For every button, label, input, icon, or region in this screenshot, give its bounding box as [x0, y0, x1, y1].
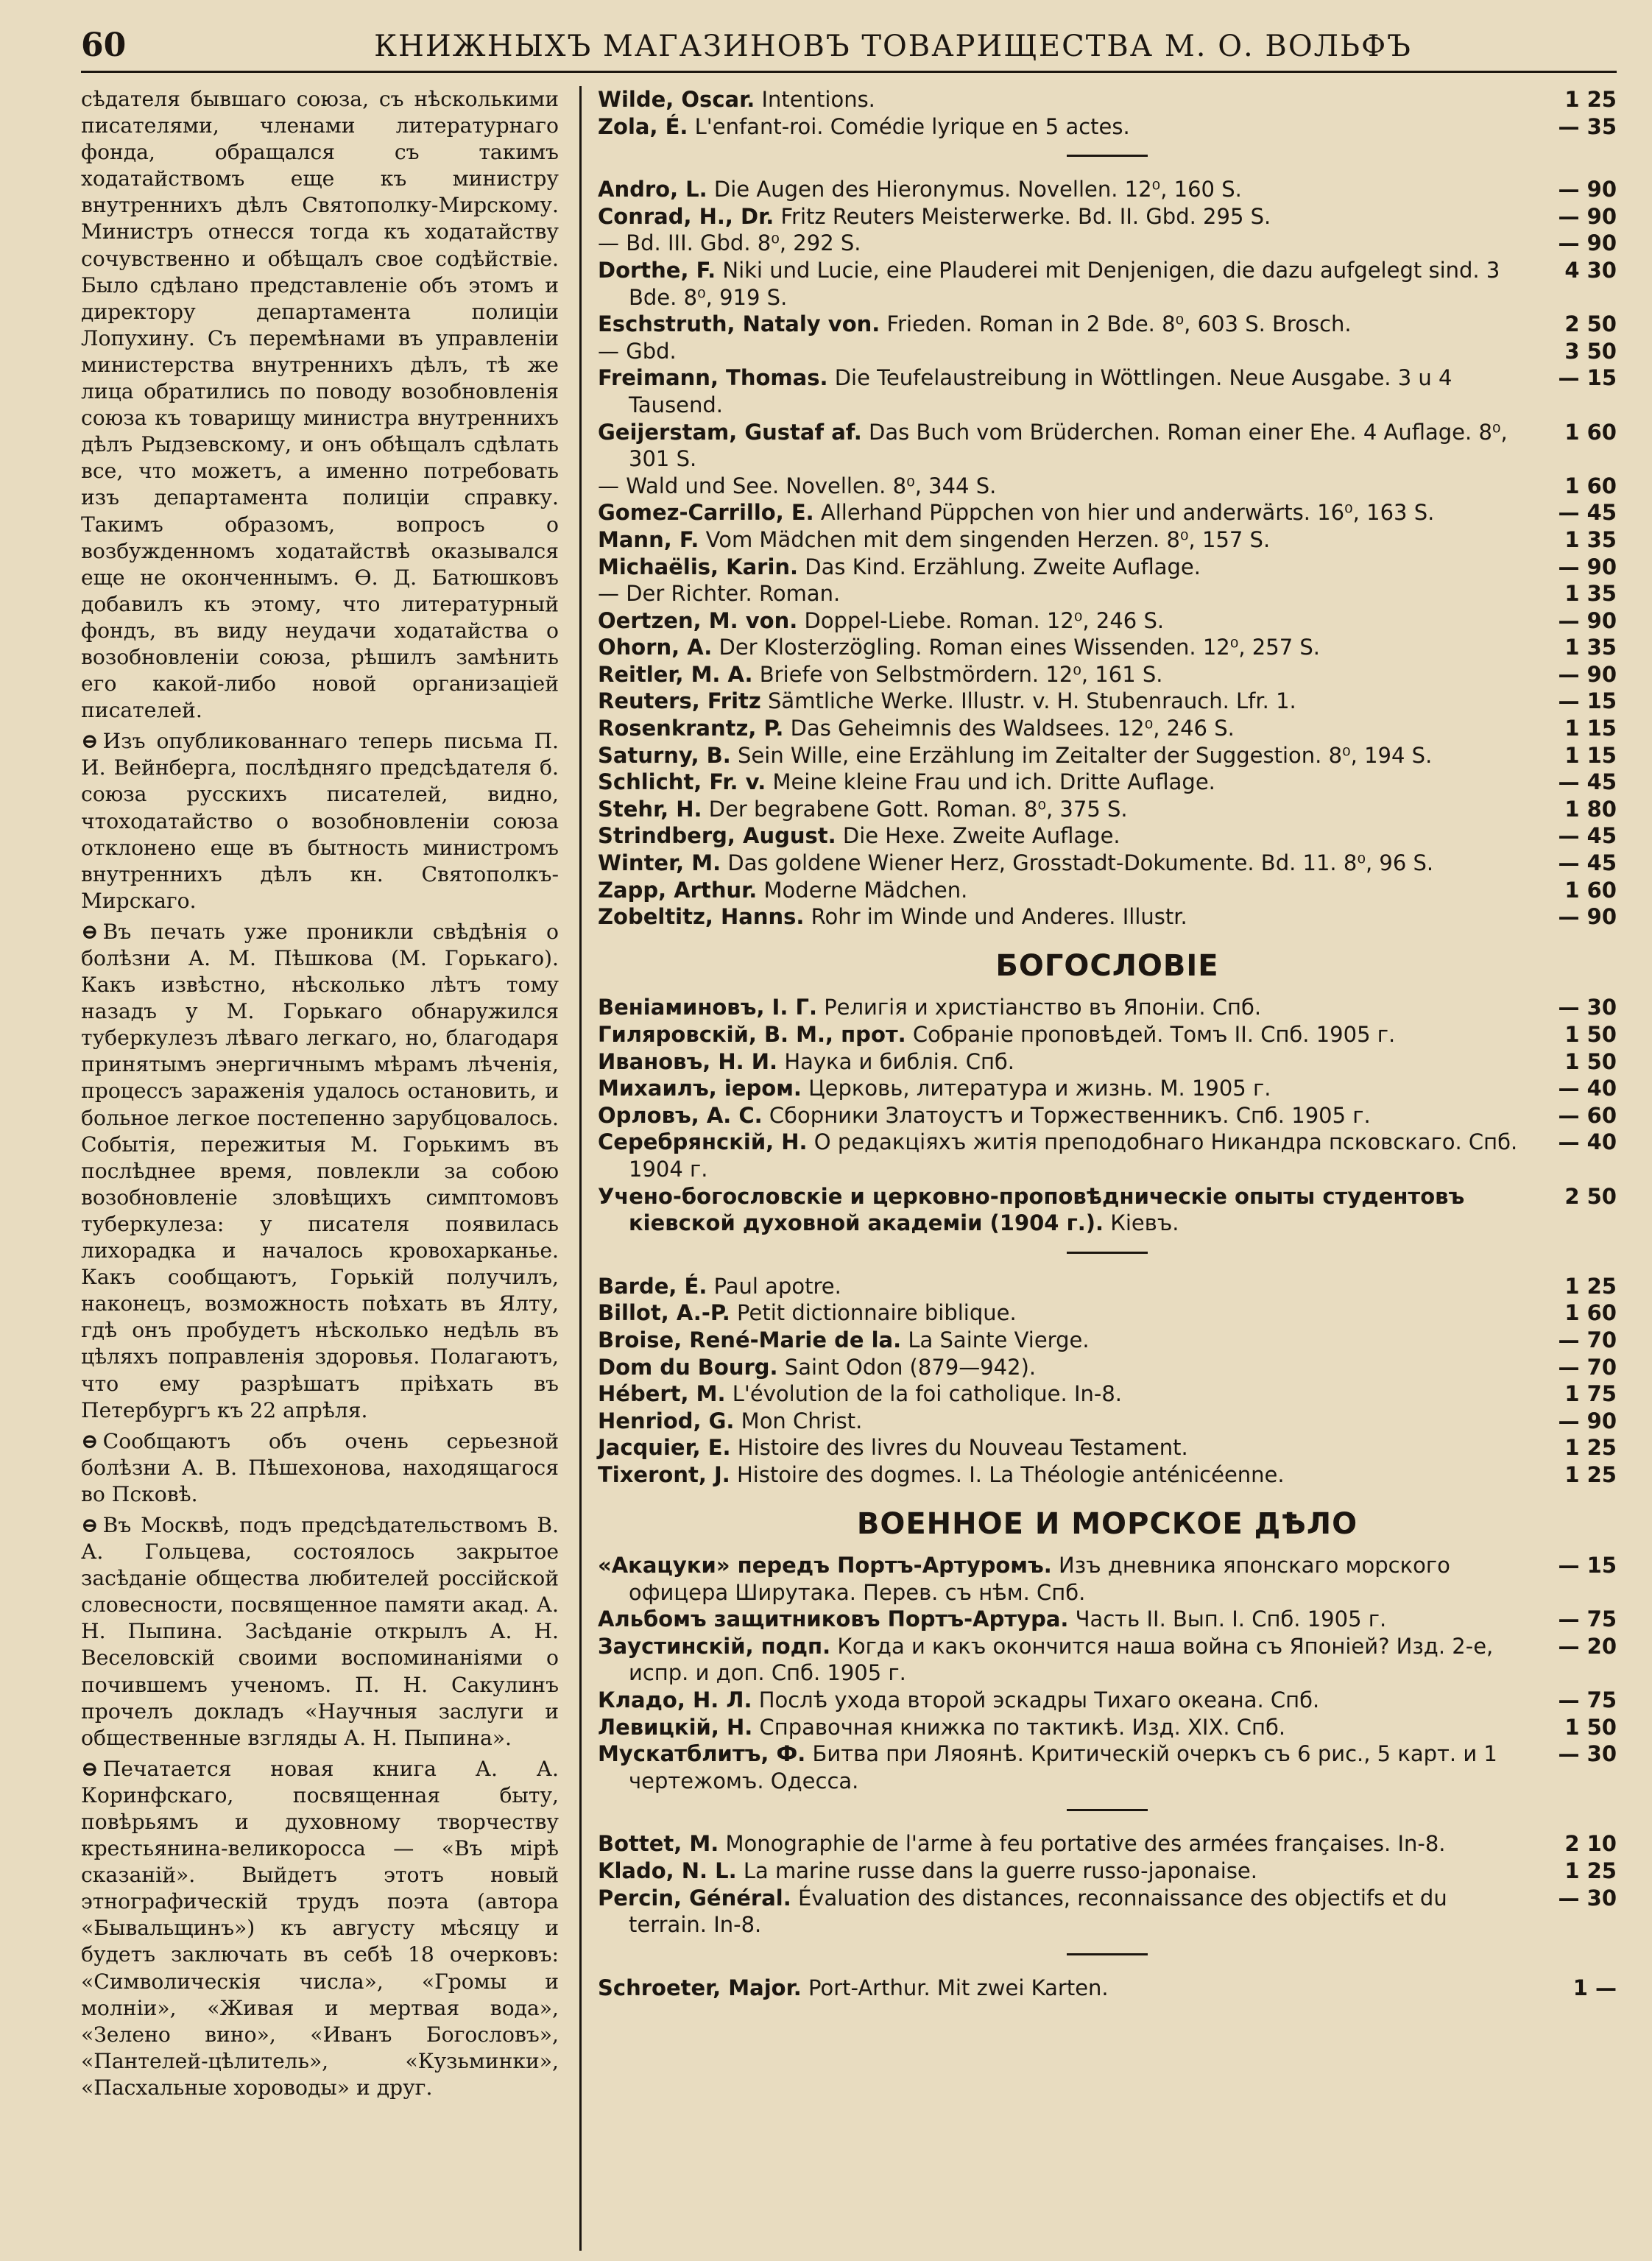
entry-text — [598, 607, 1521, 635]
entry-author: Wilde, Oscar. — [598, 87, 755, 112]
entry-price: — 90 — [1558, 230, 1617, 256]
catalog-entry — [598, 1048, 1617, 1076]
entry-text — [598, 1327, 1521, 1354]
entry-text — [598, 338, 1521, 365]
entry-author: Winter, M. — [598, 850, 721, 876]
entry-author: Klado, N. L. — [598, 1858, 737, 1884]
news-paragraph — [81, 1756, 559, 2101]
entry-text — [598, 499, 1521, 526]
entry-author: Henriod, G. — [598, 1408, 735, 1433]
catalog-entry — [598, 1461, 1617, 1489]
section-heading: БОГОСЛОВІЕ — [995, 948, 1219, 983]
catalog-entry — [598, 257, 1617, 311]
entry-title: Битва при Ляоянѣ. Критическій очеркъ съ 6 рис., 5 карт. и 1 чертежомъ. Одесса. — [629, 1741, 1497, 1793]
catalog-entry — [598, 1434, 1617, 1461]
entry-title: Послѣ ухода второй эскадры Тихаго океана. Спб. — [758, 1687, 1320, 1713]
paragraph-bullet-icon: ⊖ — [81, 729, 99, 754]
paragraph-text: Изъ опубликованнаго теперь письма П. И. Вейнберга, послѣдняго предсѣдателя б. союза русскихъ писателей, видно, чтоходатайство о возобновленіи союза отклонено еще въ бытность министромъ внутреннихъ дѣлъ кн. Святополкъ-Мирскаго. — [81, 729, 559, 913]
catalog-entry — [598, 1075, 1617, 1102]
entry-author: Гиляровскій, В. М., прот. — [598, 1022, 906, 1047]
entry-price: — 15 — [1558, 365, 1617, 391]
news-paragraph — [81, 728, 559, 914]
entry-price: 1 25 — [1564, 1273, 1617, 1299]
entry-price: 1 60 — [1564, 877, 1617, 903]
entry-text — [598, 769, 1521, 796]
entry-title: Кіевъ. — [1110, 1210, 1179, 1236]
catalog-entry — [598, 688, 1617, 715]
entry-title: Das goldene Wiener Herz, Grosstadt-Dokumente. Bd. 11. 8⁰, 96 S. — [727, 850, 1434, 876]
catalog-entry — [598, 1354, 1617, 1381]
entry-price: 1 80 — [1564, 796, 1617, 822]
entry-price: — 40 — [1558, 1129, 1617, 1155]
entry-price: 1 50 — [1564, 1048, 1617, 1074]
catalog-entry — [598, 1858, 1617, 1885]
entry-text — [598, 877, 1521, 904]
entry-title: Религія и христіанство въ Японіи. Спб. — [824, 995, 1262, 1020]
entry-title: Port-Arthur. Mit zwei Karten. — [808, 1975, 1109, 2000]
entry-author: Ивановъ, Н. И. — [598, 1048, 778, 1074]
news-paragraph — [81, 1428, 559, 1508]
paragraph-bullet-icon: ⊖ — [81, 919, 99, 944]
page-number: 60 — [81, 27, 127, 64]
entry-text — [598, 1380, 1521, 1408]
entry-text — [598, 86, 1521, 113]
entry-price: — 75 — [1558, 1687, 1617, 1713]
entry-text — [598, 1714, 1521, 1741]
section-divider — [1067, 1252, 1148, 1254]
entry-price: — 90 — [1558, 1408, 1617, 1433]
entry-title: Évaluation des distances, reconnaissance des objectifs et du terrain. In-8. — [629, 1885, 1447, 1938]
entry-title: Der Klosterzögling. Roman eines Wissenden. 12⁰, 257 S. — [719, 635, 1321, 660]
entry-text — [598, 1048, 1521, 1076]
entry-author: Stehr, H. — [598, 796, 702, 822]
entry-author: Dom du Bourg. — [598, 1354, 778, 1380]
catalog-entry — [598, 877, 1617, 904]
entry-title: Das Geheimnis des Waldsees. 12⁰, 246 S. — [790, 716, 1235, 741]
catalog-entry — [598, 903, 1617, 931]
entry-title: Собраніе проповѣдей. Томъ II. Спб. 1905 г. — [912, 1022, 1396, 1047]
entry-text — [598, 1606, 1521, 1633]
catalog-entry — [598, 822, 1617, 850]
entry-price: — 45 — [1558, 769, 1617, 795]
entry-price: 1 60 — [1564, 419, 1617, 445]
entry-price: 2 50 — [1564, 311, 1617, 337]
entry-price: 2 50 — [1564, 1183, 1617, 1209]
entry-title: Moderne Mädchen. — [763, 877, 968, 903]
catalog-entry — [598, 742, 1617, 769]
entry-title: L'enfant-roi. Comédie lyrique en 5 actes. — [694, 113, 1130, 139]
catalog-entry — [598, 1714, 1617, 1741]
entry-text — [598, 311, 1521, 338]
entry-title: Справочная книжка по тактикѣ. Изд. XIX. Спб. — [759, 1714, 1286, 1740]
paragraph-bullet-icon: ⊖ — [81, 1512, 99, 1537]
entry-title: Briefe von Selbstmördern. 12⁰, 161 S. — [759, 661, 1163, 687]
entry-price: 1 50 — [1564, 1022, 1617, 1047]
entry-text — [598, 688, 1521, 715]
catalog-entry — [598, 419, 1617, 473]
entry-price: — 20 — [1558, 1633, 1617, 1659]
entry-price: 1 60 — [1564, 473, 1617, 498]
entry-price: — 30 — [1558, 1885, 1617, 1911]
page-header — [81, 27, 1617, 73]
catalog-entry — [598, 580, 1617, 607]
entry-author: Mann, F. — [598, 526, 699, 552]
entry-price: — 90 — [1558, 904, 1617, 930]
entry-author: Reuters, Fritz — [598, 688, 761, 714]
section-divider — [1067, 155, 1148, 157]
entry-author: Левицкій, Н. — [598, 1714, 753, 1740]
entry-author: Broise, René-Marie de la. — [598, 1327, 902, 1352]
entry-price: — 45 — [1558, 500, 1617, 526]
entry-author: Bottet, M. — [598, 1831, 719, 1857]
catalog-entry — [598, 634, 1617, 661]
entry-author: Gomez-Carrillo, E. — [598, 500, 814, 526]
entry-author: Dorthe, F. — [598, 257, 716, 283]
entry-author: Michaëlis, Karin. — [598, 554, 799, 579]
entry-title: Intentions. — [761, 87, 875, 112]
entry-title: Saint Odon (879—942). — [784, 1354, 1037, 1380]
entry-text — [598, 1687, 1521, 1714]
entry-author: Zapp, Arthur. — [598, 877, 758, 903]
entry-price: 1 25 — [1564, 1858, 1617, 1884]
entry-price: — 35 — [1558, 113, 1617, 139]
entry-author: Percin, Général. — [598, 1885, 791, 1911]
entry-title: Histoire des livres du Nouveau Testament. — [737, 1435, 1188, 1461]
entry-author: Учено-богословскіе и церковно-проповѣдническіе опыты студентовъ кіевской духовной академіи (1904 г.). — [598, 1183, 1465, 1236]
entry-price: — 30 — [1558, 995, 1617, 1020]
entry-price: — 45 — [1558, 823, 1617, 849]
entry-price: — 45 — [1558, 850, 1617, 876]
entry-text — [598, 994, 1521, 1021]
entry-author: Rosenkrantz, P. — [598, 716, 784, 741]
catalog-entry — [598, 994, 1617, 1021]
entry-title: Изъ дневника японскаго морского офицера Ширутака. Перев. съ нѣм. Спб. — [629, 1553, 1450, 1605]
entry-price: — 60 — [1558, 1102, 1617, 1128]
entry-title: Das Buch vom Brüderchen. Roman einer Ehe. 4 Auflage. 8⁰, 301 S. — [629, 419, 1508, 472]
entry-title: Sämtliche Werke. Illustr. v. H. Stubenrauch. Lfr. 1. — [768, 688, 1296, 714]
entry-title: Die Teufelaustreibung in Wöttlingen. Neue Ausgabe. 3 u 4 Tausend. — [629, 365, 1452, 417]
entry-text — [598, 1461, 1521, 1489]
section-divider — [1067, 1953, 1148, 1955]
catalog-entry — [598, 1606, 1617, 1633]
paragraph-text: Въ печать уже проникли свѣдѣнія о болѣзни А. М. Пѣшкова (М. Горькаго). Какъ извѣстно, нѣсколько лѣтъ тому назадъ у М. Горькаго обнаружился туберкулезъ лѣваго легкаго, но, благодаря принятымъ энергичнымъ мѣрамъ лѣченія, процессъ зараженія удалось остановить, и больное легкое постепенно зарубцовалось. Событія, пережитыя М. Горькимъ въ послѣднее время, повлекли за собою возобновленіе зловѣщихъ симптомовъ туберкулеза: у писателя появилась лихорадка и началось кровохарканье. Какъ сообщаютъ, Горькій получилъ, наконецъ, возможность поѣхать въ Ялту, гдѣ онъ пробудетъ нѣсколько недѣль въ цѣляхъ поправленія здоровья. Полагаютъ, что ему разрѣшатъ пріѣхать въ Петербургъ къ 22 апрѣля. — [81, 919, 559, 1422]
entry-text — [598, 661, 1521, 688]
paragraph-text: Въ Москвѣ, подъ предсѣдательствомъ В. А. Гольцева, состоялось закрытое засѣданіе общества любителей россійской словесности, посвященное памяти акад. А. Н. Пыпина. Засѣданіе открылъ А. Н. Веселовскій своими воспоминаніями о почившемъ ученомъ. П. Н. Сакулинъ прочелъ докладъ «Научныя заслуги и общественные взгляды А. Н. Пыпина». — [81, 1512, 559, 1750]
entry-text — [598, 176, 1521, 203]
entry-text — [598, 1434, 1521, 1461]
entry-text — [598, 1830, 1521, 1858]
entry-text — [598, 715, 1521, 742]
catalog-entry — [598, 473, 1617, 500]
catalog-entry — [598, 1327, 1617, 1354]
entry-text — [598, 1129, 1521, 1182]
entry-text — [598, 364, 1521, 418]
catalog-entry — [598, 1021, 1617, 1048]
entry-text — [598, 1354, 1521, 1381]
entry-author: Jacquier, E. — [598, 1435, 731, 1461]
entry-author: Альбомъ защитниковъ Портъ-Артура. — [598, 1606, 1069, 1632]
entry-title: Niki und Lucie, eine Plauderei mit Denjenigen, die dazu aufgelegt sind. 3 Bde. 8⁰, 919 S. — [629, 257, 1500, 310]
entry-author: Geijerstam, Gustaf af. — [598, 419, 862, 445]
entry-author: Tixeront, J. — [598, 1461, 730, 1487]
entry-text — [598, 1408, 1521, 1435]
entry-author: Орловъ, А. С. — [598, 1102, 763, 1128]
entry-text — [598, 1633, 1521, 1687]
entry-author: Andro, L. — [598, 177, 707, 202]
entry-title: Наука и библія. Спб. — [784, 1048, 1015, 1074]
entry-author: Михаилъ, іером. — [598, 1076, 802, 1101]
entry-text — [598, 742, 1521, 769]
entry-title: Сборники Златоустъ и Торжественникъ. Спб. 1905 г. — [769, 1102, 1371, 1128]
entry-price: — 70 — [1558, 1354, 1617, 1380]
entry-title: Церковь, литература и жизнь. М. 1905 г. — [808, 1076, 1271, 1101]
entry-author: Серебрянскій, Н. — [598, 1129, 808, 1155]
catalog-entry — [598, 1830, 1617, 1858]
catalog-entry — [598, 364, 1617, 418]
paragraph-text: сѣдателя бывшаго союза, съ нѣсколькими писателями, членами литературнаго фонда, обращался съ такимъ ходатайствомъ еще къ министру внутреннихъ дѣлъ Святополку-Мирскому. Министръ отнесся тогда къ ходатайству сочувственно и обѣщалъ свое содѣйствіе. Было сдѣлано представленіе объ этомъ и директору департамента полиціи Лопухину. Съ перемѣнами въ управленіи министерства внутреннихъ дѣлъ, тѣ же лица обратились по поводу возобновленія союза къ товарищу министра внутреннихъ дѣлъ Рыдзевскому, и онъ обѣщалъ сдѣлать все, что можетъ, а именно потребовать изъ департамента полиціи справку. Такимъ образомъ, вопросъ о возбужденномъ ходатайствѣ оказывался еще не оконченнымъ. Ѳ. Д. Батюшковъ добавилъ къ этому, что литературный фондъ, въ виду неудачи ходатайства о возобновленіи союза, рѣшилъ замѣнить его какой-либо новой организаціей писателей. — [81, 87, 559, 723]
entry-title: Fritz Reuters Meisterwerke. Bd. II. Gbd. 295 S. — [780, 203, 1271, 229]
entry-title: La marine russe dans la guerre russo-japonaise. — [743, 1858, 1257, 1884]
entry-title: — Wald und See. Novellen. 8⁰, 344 S. — [598, 473, 997, 498]
entry-price: — 90 — [1558, 607, 1617, 633]
entry-author: Hébert, M. — [598, 1381, 726, 1407]
entry-price: — 90 — [1558, 661, 1617, 687]
entry-title: Vom Mädchen mit dem singenden Herzen. 8⁰, 157 S. — [705, 526, 1271, 552]
catalog-entry — [598, 1740, 1617, 1794]
entry-price: 1 75 — [1564, 1381, 1617, 1407]
entry-author: Кладо, Н. Л. — [598, 1687, 752, 1713]
catalog-column — [582, 86, 1617, 2251]
entry-author: Веніаминовъ, І. Г. — [598, 995, 817, 1020]
entry-text — [598, 203, 1521, 230]
entry-author: «Акацуки» передъ Портъ-Артуромъ. — [598, 1553, 1052, 1579]
entry-price: 1 35 — [1564, 526, 1617, 552]
entry-price: — 70 — [1558, 1327, 1617, 1352]
catalog-entry — [598, 526, 1617, 554]
entry-price: — 90 — [1558, 203, 1617, 229]
paragraph-text: Сообщаютъ объ очень серьезной болѣзни А. В. Пѣшехонова, находящагося во Псковѣ. — [81, 1428, 559, 1506]
catalog-entry — [598, 1183, 1617, 1237]
entry-price: 1 35 — [1564, 635, 1617, 660]
entry-price: 1 60 — [1564, 1300, 1617, 1326]
entry-text — [598, 634, 1521, 661]
entry-title: Monographie de l'arme à feu portative des armées françaises. In-8. — [725, 1831, 1446, 1857]
entry-text — [598, 1183, 1521, 1237]
catalog-entry — [598, 850, 1617, 877]
entry-text — [598, 1975, 1521, 2002]
entry-text — [598, 1021, 1521, 1048]
entry-author: Freimann, Thomas. — [598, 365, 828, 391]
entry-title: Rohr im Winde und Anderes. Illustr. — [811, 904, 1187, 930]
entry-title: Histoire des dogmes. I. La Théologie anténicéenne. — [736, 1461, 1285, 1487]
catalog-entry — [598, 661, 1617, 688]
catalog-entry — [598, 715, 1617, 742]
entry-author: Zola, É. — [598, 113, 688, 139]
entry-text — [598, 1885, 1521, 1939]
entry-price: 4 30 — [1564, 257, 1617, 283]
entry-title: Die Hexe. Zweite Auflage. — [842, 823, 1120, 849]
entry-author: Schroeter, Major. — [598, 1975, 802, 2000]
entry-title: О редакціяхъ житія преподобнаго Никандра псковскаго. Спб. 1904 г. — [629, 1129, 1518, 1182]
entry-price: 3 50 — [1564, 338, 1617, 364]
entry-title: Sein Wille, eine Erzählung im Zeitalter der Suggestion. 8⁰, 194 S. — [738, 742, 1433, 768]
entry-price: — 15 — [1558, 688, 1617, 714]
entry-author: Мускатблитъ, Ф. — [598, 1741, 806, 1767]
entry-title: Часть II. Вып. I. Спб. 1905 г. — [1075, 1606, 1387, 1632]
two-column-layout — [81, 86, 1617, 2251]
entry-title: Petit dictionnaire biblique. — [737, 1300, 1017, 1326]
entry-text — [598, 1740, 1521, 1794]
catalog-entry — [598, 230, 1617, 257]
entry-author: Zobeltitz, Hanns. — [598, 904, 805, 930]
entry-price: 1 25 — [1564, 1435, 1617, 1461]
catalog-entry — [598, 113, 1617, 141]
catalog-entry — [598, 311, 1617, 338]
entry-price: — 90 — [1558, 177, 1617, 202]
catalog-entry — [598, 1299, 1617, 1327]
entry-title: La Sainte Vierge. — [908, 1327, 1090, 1352]
entry-title: Meine kleine Frau und ich. Dritte Auflage. — [772, 769, 1215, 795]
entry-text — [598, 113, 1521, 141]
entry-title: L'évolution de la foi catholique. In-8. — [732, 1381, 1123, 1407]
paragraph-bullet-icon: ⊖ — [81, 1756, 99, 1781]
entry-title: Paul apotre. — [713, 1273, 841, 1299]
entry-price: 1 50 — [1564, 1714, 1617, 1740]
entry-title: — Gbd. — [598, 338, 677, 364]
catalog-entry — [598, 1273, 1617, 1300]
entry-title: Mon Christ. — [741, 1408, 863, 1433]
entry-price: — 90 — [1558, 554, 1617, 579]
entry-author: Oertzen, M. von. — [598, 607, 798, 633]
entry-text — [598, 473, 1521, 500]
entry-price: — 75 — [1558, 1606, 1617, 1632]
catalog-entry — [598, 499, 1617, 526]
catalog-entry — [598, 338, 1617, 365]
entry-author: Eschstruth, Nataly von. — [598, 311, 880, 337]
entry-text — [598, 822, 1521, 850]
entry-price: 1 15 — [1564, 742, 1617, 768]
entry-title: Когда и какъ окончится наша война съ Японіей? Изд. 2-е, испр. и доп. Спб. 1905 г. — [629, 1633, 1494, 1686]
entry-text — [598, 1858, 1521, 1885]
entry-text — [598, 1299, 1521, 1327]
entry-price: — 30 — [1558, 1741, 1617, 1767]
entry-price: 1 — — [1572, 1975, 1617, 2000]
entry-text — [598, 419, 1521, 473]
entry-title: Allerhand Püppchen von hier und anderwärts. 16⁰, 163 S. — [820, 500, 1435, 526]
entry-text — [598, 796, 1521, 823]
news-paragraph — [81, 86, 559, 724]
entry-title: Der begrabene Gott. Roman. 8⁰, 375 S. — [708, 796, 1128, 822]
entry-price: 1 15 — [1564, 716, 1617, 741]
entry-title: Doppel-Liebe. Roman. 12⁰, 246 S. — [804, 607, 1165, 633]
entry-text — [598, 580, 1521, 607]
catalog-entry — [598, 203, 1617, 230]
catalog-entry — [598, 1102, 1617, 1129]
catalog-entry — [598, 1975, 1617, 2002]
entry-text — [598, 1552, 1521, 1606]
entry-price: 2 10 — [1564, 1831, 1617, 1857]
catalog-entry — [598, 769, 1617, 796]
entry-title: — Bd. III. Gbd. 8⁰, 292 S. — [598, 230, 861, 256]
catalog-entry — [598, 1552, 1617, 1606]
catalog-entry — [598, 796, 1617, 823]
entry-text — [598, 554, 1521, 581]
catalog-entry — [598, 554, 1617, 581]
entry-author: Conrad, H., Dr. — [598, 203, 774, 229]
entry-price: 1 35 — [1564, 581, 1617, 607]
entry-title: Das Kind. Erzählung. Zweite Auflage. — [805, 554, 1201, 579]
entry-text — [598, 230, 1521, 257]
news-paragraph — [81, 1512, 559, 1752]
catalog-entry — [598, 1885, 1617, 1939]
entry-text — [598, 850, 1521, 877]
entry-author: Заустинскій, подп. — [598, 1633, 831, 1659]
news-paragraph — [81, 919, 559, 1424]
entry-price: 1 25 — [1564, 1461, 1617, 1487]
entry-text — [598, 903, 1521, 931]
catalog-entry — [598, 1633, 1617, 1687]
entry-text — [598, 1273, 1521, 1300]
news-column — [81, 86, 582, 2251]
section-heading: ВОЕННОЕ И МОРСКОЕ ДѢЛО — [856, 1506, 1358, 1541]
running-title: КНИЖНЫХЪ МАГАЗИНОВЪ ТОВАРИЩЕСТВА М. О. ВОЛЬФЪ — [374, 29, 1412, 63]
catalog-entry — [598, 1687, 1617, 1714]
catalog-entry — [598, 1408, 1617, 1435]
entry-title: — Der Richter. Roman. — [598, 581, 841, 607]
entry-author: Reitler, M. A. — [598, 661, 753, 687]
entry-author: Ohorn, A. — [598, 635, 713, 660]
entry-text — [598, 1102, 1521, 1129]
section-divider — [1067, 1809, 1148, 1811]
entry-author: Saturny, B. — [598, 742, 731, 768]
entry-price: 1 25 — [1564, 87, 1617, 112]
catalog-entry — [598, 176, 1617, 203]
entry-price: — 15 — [1558, 1553, 1617, 1579]
entry-text — [598, 257, 1521, 311]
entry-price: — 40 — [1558, 1076, 1617, 1101]
entry-author: Billot, A.-P. — [598, 1300, 730, 1326]
entry-text — [598, 1075, 1521, 1102]
catalog-entry — [598, 607, 1617, 635]
entry-author: Schlicht, Fr. v. — [598, 769, 766, 795]
catalog-entry — [598, 86, 1617, 113]
paragraph-bullet-icon: ⊖ — [81, 1428, 99, 1453]
entry-author: Strindberg, August. — [598, 823, 836, 849]
catalog-entry — [598, 1380, 1617, 1408]
entry-title: Frieden. Roman in 2 Bde. 8⁰, 603 S. Brosch. — [886, 311, 1352, 337]
paragraph-text: Печатается новая книга А. А. Коринфскаго, посвященная быту, повѣрьямъ и духовному творчеству крестьянина-великоросса — «Въ мірѣ сказаній». Выйдетъ этотъ новый этнографическій трудъ поэта (автора «Бывальщинъ») къ августу мѣсяцу и будетъ заключать въ себѣ 18 очерковъ: «Символическія числа», «Громы и молніи», «Живая и мертвая вода», «Зелено вино», «Иванъ Богословъ», «Пантелей-цѣлитель», «Кузьминки», «Пасхальные хороводы» и друг. — [81, 1756, 559, 2100]
entry-author: Barde, É. — [598, 1273, 707, 1299]
entry-text — [598, 526, 1521, 554]
catalog-entry — [598, 1129, 1617, 1182]
entry-title: Die Augen des Hieronymus. Novellen. 12⁰, 160 S. — [713, 177, 1242, 202]
